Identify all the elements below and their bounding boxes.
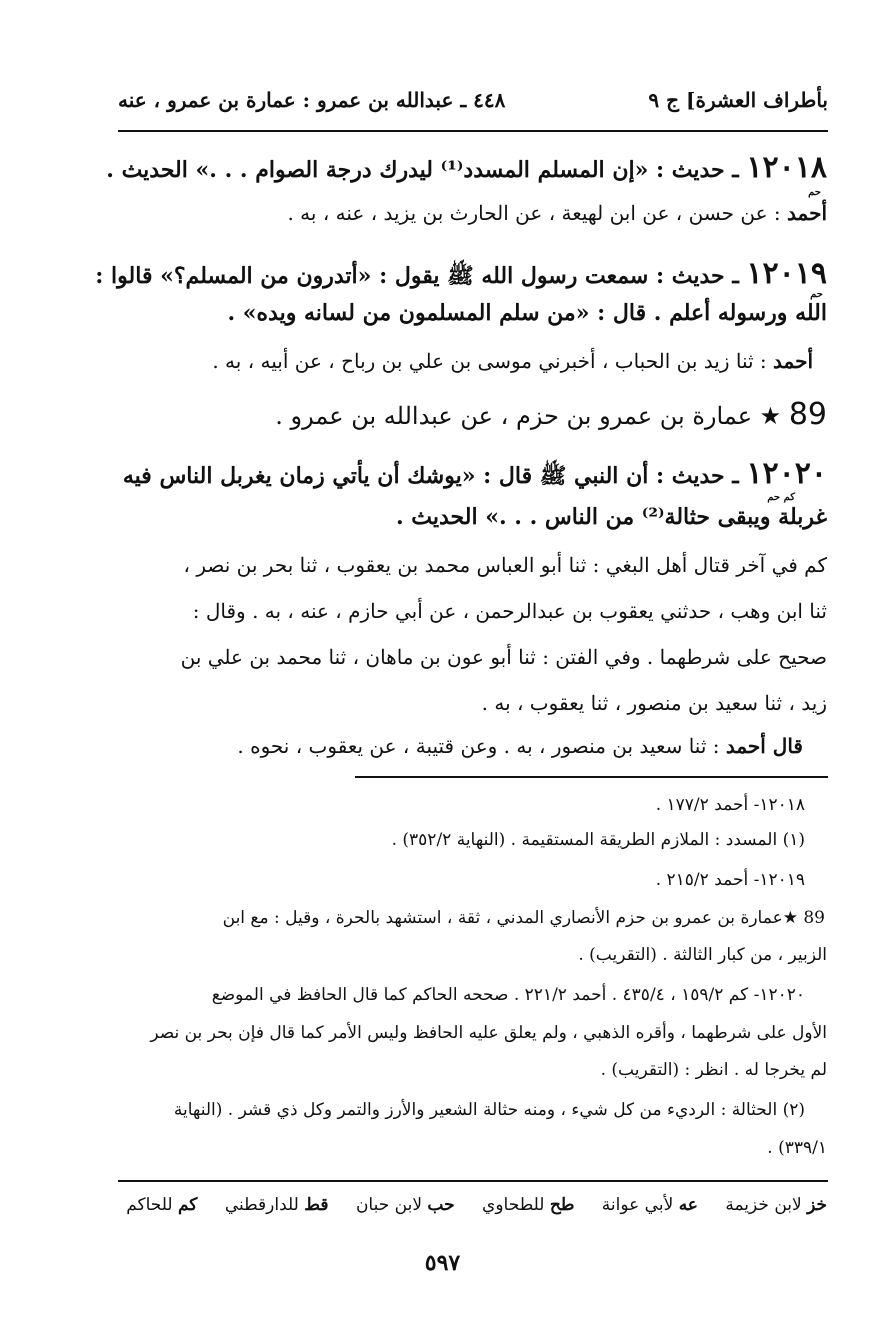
- isnad-line: كم في آخر قتال أهل البغي : ثنا أبو العباس محمد بن يعقوب ، ثنا بحر بن نصر ،: [183, 553, 827, 577]
- source-name: أحمد: [773, 349, 813, 373]
- page-number: ٥٩٧: [424, 1250, 461, 1276]
- hadith-number: ١٢٠١٩: [746, 256, 827, 291]
- narrator-number: 89: [788, 397, 827, 432]
- abbr-name: للدارقطني: [224, 1195, 299, 1215]
- abbr-item: [126, 1195, 197, 1215]
- abbr-item: [725, 1195, 827, 1215]
- footnote-line: الزبير ، من كبار الثالثة . (التقريب) .: [578, 945, 827, 965]
- hadith-text: ـ حديث : أن النبي ﷺ قال : «يوشك أن يأتي زمان يغربل الناس فيه: [122, 463, 747, 489]
- source-name: قال أحمد: [725, 734, 803, 758]
- footnote-line: الأول على شرطهما ، وأقره الذهبي ، ولم يعلق عليه الحافظ وليس الأمر كما قال فإن بحر بن نصر: [150, 1023, 827, 1043]
- narrator-name: عمارة بن عمرو بن حزم ، عن عبدالله بن عمرو .: [275, 402, 760, 430]
- hadith-12018: [106, 150, 827, 185]
- footnote-line: ١٢٠١٩- أحمد ٢١٥/٢ .: [655, 870, 805, 890]
- hadith-number: ١٢٠٢٠: [746, 456, 827, 491]
- isnad-line: ثنا ابن وهب ، حدثني يعقوب بن عبدالرحمن ، عن أبي حازم ، عنه ، به . وقال :: [192, 599, 827, 623]
- abbr-code: قط: [304, 1195, 329, 1215]
- running-head: [118, 88, 828, 124]
- header-rule: [118, 130, 828, 132]
- hadith-12019-cont: الله ورسوله أعلم . قال : «من سلم المسلمون من لسانه ويده» .: [227, 300, 827, 326]
- hadith-number: ١٢٠١٨: [746, 150, 827, 185]
- isnad-text: : ثنا سعيد بن منصور ، به . وعن قتيبة ، عن يعقوب ، نحوه .: [237, 734, 726, 758]
- footnote-line: (٢) الحثالة : الرديء من كل شيء ، ومنه حثالة الشعير والأرز والتمر وكل ذي قشر . (النهاية: [173, 1100, 805, 1120]
- abbr-code: طح: [549, 1195, 575, 1215]
- abbr-item: [482, 1195, 574, 1215]
- abbr-item: [225, 1195, 329, 1215]
- isnad-last: [237, 734, 803, 758]
- footnote-line: 89 ★عمارة بن عمرو بن حزم الأنصاري المدني ، ثقة ، استشهد بالحرة ، وقيل : مع ابن: [222, 908, 825, 928]
- isnad-line: زيد ، ثنا سعيد بن منصور ، ثنا يعقوب ، به .: [481, 691, 827, 715]
- abbr-code: عه: [678, 1195, 698, 1215]
- footnote-line: ١٢٠١٨- أحمد ١٧٧/٢ .: [655, 795, 805, 815]
- footnote-line: ١٢٠٢٠- كم ١٥٩/٢ ، ٤٣٥/٤ . أحمد ٢٢١/٢ . صححه الحاكم كما قال الحافظ في الموضع: [211, 985, 805, 1005]
- isnad-text: : عن حسن ، عن ابن لهيعة ، عن الحارث بن يزيد ، عنه ، به .: [287, 201, 788, 225]
- abbr-item: [602, 1195, 698, 1215]
- footnote-line: ٣٣٩/١) .: [767, 1138, 827, 1158]
- abbr-item: [356, 1195, 455, 1215]
- running-head-volume: بأطراف العشرة] ج ٩: [648, 88, 828, 112]
- isnad-text: : ثنا زيد بن الحباب ، أخبرني موسى بن علي بن رباح ، عن أبيه ، به .: [212, 349, 774, 373]
- hadith-text: ـ حديث : سمعت رسول الله ﷺ يقول : «أتدرون من المسلم؟» قالوا :: [95, 263, 747, 289]
- narrator-heading: [275, 397, 827, 432]
- abbr-code: كم: [177, 1195, 198, 1215]
- isnad-12019: [212, 349, 813, 373]
- abbr-name: لابن حبان: [355, 1195, 423, 1215]
- source-name: أحمد: [787, 201, 827, 225]
- hadith-12019: [95, 256, 827, 294]
- abbr-name: للطحاوي: [482, 1195, 545, 1215]
- isnad-line: صحيح على شرطهما . وفي الفتن : ثنا أبو عون بن ماهان ، ثنا محمد بن علي بن: [180, 645, 827, 669]
- hadith-12020: [123, 456, 827, 494]
- hadith-text: ـ حديث : «إن المسلم المسدد⁽¹⁾ ليدرك درجة الصوام . . .» الحديث .: [106, 157, 747, 183]
- abbr-name: لأبي عوانة: [601, 1195, 674, 1215]
- footnote-line: (١) المسدد : الملازم الطريقة المستقيمة . (النهاية ٣٥٢/٢) .: [391, 830, 805, 850]
- isnad-12018: [287, 201, 827, 225]
- running-head-title: ٤٤٨ ـ عبدالله بن عمرو : عمارة بن عمرو ، عنه: [118, 88, 506, 112]
- abbreviation-key: [104, 1195, 827, 1215]
- abbr-name: لابن خزيمة: [725, 1195, 802, 1215]
- source-siglum: حم: [810, 289, 823, 300]
- key-rule: [118, 1180, 828, 1182]
- footnote-rule: [355, 776, 828, 778]
- hadith-12020-cont: غربلة ويبقى حثالة⁽²⁾ من الناس . . .» الحديث .: [395, 504, 827, 530]
- abbr-code: خز: [807, 1195, 827, 1215]
- source-siglum: حم: [808, 187, 821, 198]
- source-siglum: كم حم: [767, 492, 795, 503]
- abbr-code: حب: [427, 1195, 455, 1215]
- star-icon: ★: [759, 402, 782, 430]
- footnote-line: لم يخرجا له . انظر : (التقريب) .: [600, 1060, 827, 1080]
- abbr-name: للحاكم: [126, 1195, 173, 1215]
